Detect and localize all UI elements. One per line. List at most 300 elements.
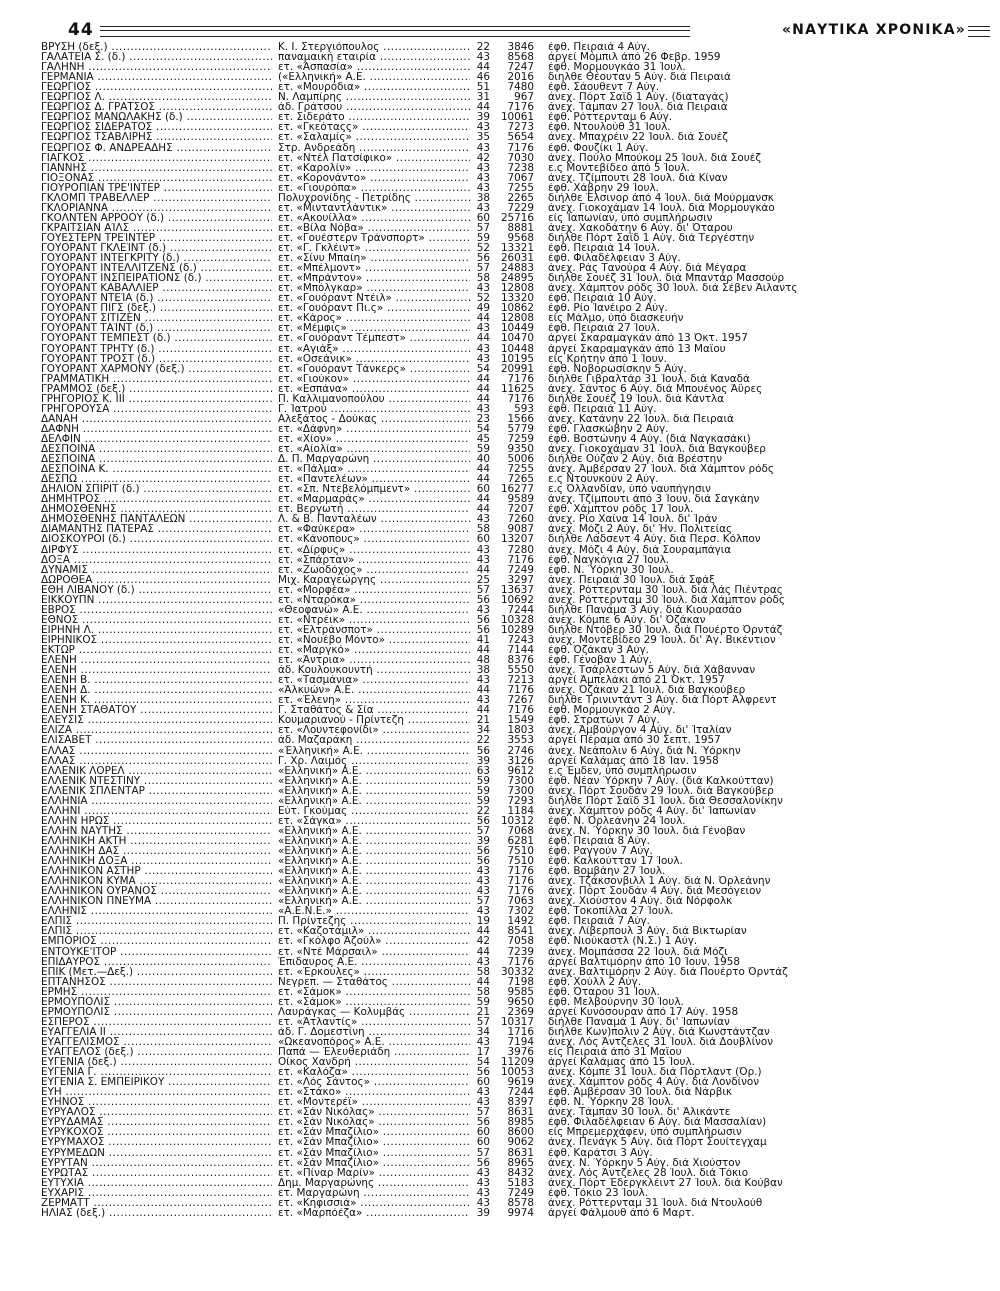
position-status: άργεί Κυνόσουραν άπό 17 Αύγ. 1958 (548, 1006, 739, 1018)
table-row (0, 595, 1000, 606)
ship-name: ΔΑΝΑΗ ..... (41, 414, 272, 425)
capacity-value: 34 (476, 725, 490, 737)
ship-name: ΕΛΛΗΝΙΚΟΝ ΑΣΤΗΡ ..... (41, 866, 272, 877)
ship-name: ΕΒΡΟΣ ..... (41, 605, 272, 616)
position-status: έφθ. Καράτσι 3 Αύγ. (548, 1147, 653, 1159)
tonnage-value: 2369 (507, 1006, 534, 1018)
tonnage-value: 7176 (507, 373, 534, 385)
tonnage-value: 7243 (507, 635, 534, 646)
capacity-value: 25 (476, 574, 490, 586)
table-row (0, 143, 1000, 154)
tonnage-value: 9974 (507, 1207, 534, 1219)
tonnage-value: 7480 (507, 82, 534, 94)
ship-name: ΕΥΑΓΓΕΛΟΣ (δεξ.) ..... (41, 1047, 272, 1058)
tonnage-value: 30332 (500, 966, 534, 978)
capacity-value: 41 (476, 635, 490, 646)
ship-name: ΕΛΕΝΗ ..... (41, 665, 272, 676)
position-status: έφθ. Μορμουγκάο 2 Αύγ. (548, 705, 676, 717)
capacity-value: 43 (476, 695, 490, 707)
capacity-value: 44 (476, 62, 490, 73)
position-status: είς Μάλμο, ύπό διασκευήν (548, 313, 684, 325)
position-status: έφθ. Χάβρην 29 Ίουλ. (548, 182, 659, 194)
ship-name: ΕΠΙΔΑΥΡΟΣ ..... (41, 957, 272, 968)
capacity-value: 44 (476, 393, 490, 405)
owner-name: ετ. «Αίολία» ..... (278, 444, 470, 455)
tonnage-value: 8631 (507, 1107, 534, 1119)
ship-name: ΕΣΠΕΡΟΣ ..... (41, 1017, 272, 1028)
owner-name: ετ. «Καρολίν» ..... (278, 163, 470, 174)
position-status: έφθ. Όταρου 31 Ίουλ. (548, 986, 660, 998)
capacity-value: 52 (476, 293, 490, 305)
capacity-value: 21 (476, 1006, 490, 1018)
ship-name: ΕΘΝΟΣ ..... (41, 615, 272, 626)
tonnage-value: 2265 (507, 192, 534, 204)
position-status: άνεχ. Όζάκαν 21 Ίουλ. διά Βαγκούβερ (548, 685, 746, 697)
ship-name: ΓΟΥΟΡΑΝΤ ΚΑΒΑΛΛΙΕΡ ..... (41, 283, 272, 294)
tonnage-value: 9589 (507, 494, 534, 506)
publication-title: «ΝΑΥΤΙΚΑ ΧΡΟΝΙΚΑ» (781, 22, 966, 38)
table-row (0, 374, 1000, 385)
ship-name: ΕΛΠΙΣ ..... (41, 916, 272, 927)
ship-name: ΕΛΛΗΝΙΚΗ ΔΑΣ ..... (41, 846, 272, 857)
tonnage-value: 11625 (500, 383, 534, 395)
position-status: διήλθε Έλσινορ άπό 4 Ίουλ. διά Μούρμανσκ (548, 192, 774, 204)
ship-name: ΕΥΡΩΤΑΣ ..... (41, 1168, 272, 1179)
ship-name: ΕΛΛΗΝΙΚΟΝ ΟΥΡΑΝΟΣ ..... (41, 886, 272, 897)
position-status: άνεχ. Λίβερπουλ 3 Αύγ. διά Βικτωρίαν (548, 926, 747, 938)
table-row (0, 585, 1000, 596)
ship-name: ΕΘΗ ΛΙΒΑΝΟΥ (δ.) ..... (41, 585, 272, 596)
table-row (0, 816, 1000, 827)
ship-name: ΕΚΤΩΡ ..... (41, 645, 272, 656)
table-row (0, 203, 1000, 214)
tonnage-value: 20991 (500, 363, 534, 375)
owner-name: Εύτ. Γκούμας ..... (278, 806, 470, 817)
owner-name: Κουμαριανού - Πρίντεζη ..... (278, 715, 470, 726)
tonnage-value: 10328 (500, 614, 534, 626)
owner-name: ετ. «Μπέλμοντ» ..... (278, 263, 470, 274)
owner-name: ετ. «Μπόλγκαρ» ..... (278, 283, 470, 294)
position-status: διήλθε Παναμά 1 Αύγ. δι' Ίαπωνίαν (548, 1016, 730, 1028)
position-status: έφθ. Πειραιά 10 Αύγ. (548, 293, 657, 305)
tonnage-value: 8397 (507, 1097, 534, 1109)
ship-name: ΕΛΛΑΣ ..... (41, 746, 272, 757)
owner-name: ετ. Βεργωτή ..... (278, 504, 470, 515)
ship-name: ΕΠΤΑΝΗΣΟΣ ..... (41, 977, 272, 988)
owner-name: Π. Καλλιμανοπούλου ..... (278, 394, 470, 405)
tonnage-value: 9087 (507, 524, 534, 536)
capacity-value: 43 (476, 343, 490, 355)
position-status: άνεχ. Μόζι 4 Αύγ. διά Σουραμπάγια (548, 544, 732, 556)
capacity-value: 57 (476, 584, 490, 596)
capacity-value: 56 (476, 253, 490, 264)
owner-name: ετ. «Γιούκον» ..... (278, 374, 470, 385)
table-row (0, 1148, 1000, 1159)
tonnage-value: 9585 (507, 986, 534, 998)
owner-name: ετ. «Γουόραντ Τάνκερς» ..... (278, 364, 470, 375)
position-status: έφθ. Μορμουγκάο 31 Ίουλ. (548, 62, 686, 73)
position-status: άνεχ. Ν. Ύόρκην 30 Ίουλ. διά Γένοβαν (548, 826, 746, 837)
table-row (0, 1198, 1000, 1209)
tonnage-value: 10312 (500, 815, 534, 827)
capacity-value: 54 (476, 424, 490, 435)
position-status: έφθ. Ν. Όρλεάνην 24 Ίουλ. (548, 815, 686, 827)
position-status: άνεχ. Πενάγκ 5 Αύγ. διά Πόρτ Σουίτεγχαμ (548, 1137, 767, 1149)
ship-name: ΓΡΑΜΜΟΣ (δεξ.) ..... (41, 384, 272, 395)
position-status: άργεί Σκαραμαγκάν άπό 13 Μαΐου (548, 343, 726, 355)
tonnage-value: 7030 (507, 152, 534, 164)
table-row (0, 213, 1000, 224)
owner-name: ετ. «Έλενη» ..... (278, 695, 470, 706)
capacity-value: 44 (476, 102, 490, 114)
tonnage-value: 7063 (507, 896, 534, 908)
owner-name: Πολυχρονίδης - Πετρίδης ..... (278, 193, 470, 204)
position-status: άργεί Βαλτιμόρην άπό 10 Ίουν. 1958 (548, 956, 740, 968)
owner-name: ετ. «Σπάρταν» ..... (278, 555, 470, 566)
position-status: άνεχ. Κόμπε 6 Αύγ. δι' Όζάκαν (548, 614, 706, 626)
owner-name: ετ. «Σάν Μπαζίλιο» ..... (278, 1138, 470, 1149)
owner-name: παναμαική εταιρία ..... (278, 52, 470, 63)
capacity-value: 59 (476, 795, 490, 807)
position-status: άνεχ. Μομπάσσα 22 Ίουλ. διά Μόζι (548, 946, 728, 958)
position-status: άνεχ. Χακοδάτην 6 Αύγ. δι' Όταρου (548, 223, 733, 234)
owner-name: άδ. Γ. Δομεστίνη ..... (278, 1027, 470, 1038)
position-status: άνεχ. Χάμπτον ρόδς 4 Αύγ. δι' Ίαπωνίαν (548, 805, 756, 817)
position-status: έφθ. Ρίο Ίανέιρο 2 Αύγ. (548, 303, 668, 315)
capacity-value: 43 (476, 172, 490, 184)
tonnage-value: 7176 (507, 876, 534, 888)
tonnage-value: 7259 (507, 434, 534, 445)
ship-name: ΕΥΡΥΜΑΧΟΣ ..... (41, 1138, 272, 1149)
owner-name: ετ. «Παντελέων» ..... (278, 474, 470, 485)
tonnage-value: 7249 (507, 564, 534, 576)
table-row (0, 575, 1000, 586)
tonnage-value: 7302 (507, 906, 534, 918)
position-status: έφθ. Ναγκόγια 27 Ίουλ. (548, 554, 670, 566)
table-row (0, 1017, 1000, 1028)
tonnage-value: 7229 (507, 202, 534, 214)
capacity-value: 56 (476, 1117, 490, 1129)
capacity-value: 42 (476, 936, 490, 948)
ship-name: ΓΚΛΟΡΙΑΝΝΑ ..... (41, 203, 272, 214)
tonnage-value: 7176 (507, 705, 534, 717)
table-row (0, 1188, 1000, 1199)
capacity-value: 43 (476, 876, 490, 888)
position-status: έφθ. Ντουλούθ 31 Ίουλ. (548, 122, 671, 134)
owner-name: ετ. «Άντρια» ..... (278, 655, 470, 666)
owner-name: «Ελληνική» Α.Ε. ..... (278, 896, 470, 907)
ship-name: ΗΛΙΑΣ (δεξ.) ..... (41, 1208, 272, 1219)
ship-name: ΕΥΡΥΑΛΟΣ ..... (41, 1107, 272, 1118)
ship-name: ΕΡΜΟΥΠΟΛΙΣ ..... (41, 997, 272, 1008)
capacity-value: 63 (476, 765, 490, 777)
owner-name: Στρ. Ανδρεάδη ..... (278, 143, 470, 154)
ship-name: ΕΥΤΥΧΙΑ ..... (41, 1178, 272, 1189)
owner-name: ετ. «Κάνοπους» ..... (278, 535, 470, 546)
capacity-value: 22 (476, 735, 490, 747)
capacity-value: 17 (476, 1047, 490, 1058)
tonnage-value: 9350 (507, 444, 534, 455)
position-status: άνεχ. Γιοκοχάμαν 31 Ίουλ. διά Βαγκούβερ (548, 444, 766, 455)
owner-name: («Ελληνική» Α.Ε. ..... (278, 72, 470, 83)
capacity-value: 44 (476, 645, 490, 656)
ship-name: ΕΥΡΥΜΕΔΩΝ ..... (41, 1148, 272, 1159)
table-row (0, 354, 1000, 365)
tonnage-value: 7176 (507, 886, 534, 898)
owner-name: «Ελληνική» Α.Ε. ..... (278, 856, 470, 867)
owner-name: «Ελληνική» Α.Ε. ..... (278, 766, 470, 777)
capacity-value: 39 (476, 755, 490, 767)
ship-name: ΕΥΡΥΚΟΧΟΣ ..... (41, 1128, 272, 1139)
position-status: άργεί Φάλμουθ άπό 6 Μαρτ. (548, 1207, 695, 1219)
position-status: έφθ. Φιλαδέλφειαν 6 Αύγ. διά Μασσαλίαν) (548, 1117, 767, 1129)
position-status: άνεχ. Ρίο Χαίνα 14 Ίουλ. δι' Ίράν (548, 514, 718, 526)
ship-name: ΕΛΛΕΝΙΚ ΛΟΡΕΛ ..... (41, 766, 272, 777)
owner-name: ετ. «Ζωοδόχος» ..... (278, 565, 470, 576)
owner-name: ετ. «Έρκουλες» ..... (278, 967, 470, 978)
position-status: διήλθε Τρινιντάντ 3 Αύγ. διά Πόρτ Άλφρεντ (548, 695, 777, 707)
ship-name: ΔΙΑΜΑΝΤΗΣ ΠΑΤΕΡΑΣ ..... (41, 525, 272, 536)
capacity-value: 56 (476, 745, 490, 757)
owner-name: ετ. «Χίον» ..... (278, 434, 470, 445)
ship-name: ΓΕΩΡΓΙΟΣ ΤΣΑΒΛΙΡΗΣ ..... (41, 133, 272, 144)
table-row (0, 746, 1000, 757)
capacity-value: 43 (476, 122, 490, 134)
table-row (0, 615, 1000, 626)
capacity-value: 44 (476, 494, 490, 506)
owner-name: Παπά — Έλευθεριάδη ..... (278, 1047, 470, 1058)
tonnage-value: 8631 (507, 1147, 534, 1159)
capacity-value: 56 (476, 625, 490, 636)
table-row (0, 384, 1000, 395)
ship-name: ΕΥΓΕΝΙΑ (δεξ.) ..... (41, 1057, 272, 1068)
owner-name: ετ. «Σάμοκ» ..... (278, 987, 470, 998)
tonnage-value: 3553 (507, 735, 534, 747)
position-status: άνεχ. Ρόττερνταμ 31 Ίουλ. διά Ντουλούθ (548, 1197, 763, 1209)
tonnage-value: 26031 (500, 253, 534, 264)
ship-name: ΔΗΛΙΟΝ ΣΠΙΡΙΤ (δ.) ..... (41, 484, 272, 495)
capacity-value: 57 (476, 1016, 490, 1028)
owner-name: ετ. «Ντρέικ» ..... (278, 615, 470, 626)
ship-name: ΕΥΗ ..... (41, 1087, 272, 1098)
ship-name: ΔΙΡΦΥΣ ..... (41, 545, 272, 556)
tonnage-value: 7244 (507, 604, 534, 616)
capacity-value: 56 (476, 594, 490, 606)
capacity-value: 43 (476, 202, 490, 214)
owner-name: Δημ. Μαργαρώνης ..... (278, 1178, 470, 1189)
position-status: έφθ. Ν. Ύόρκην 28 Ίουλ. (548, 1097, 674, 1109)
position-status: άνεχ. Τσάρλεστων 5 Αύγ. διά Χάβανναν (548, 665, 756, 676)
position-status: άνεχ. Γιοκοχάμαν 14 Ίουλ. διά Μορμουγκάο (548, 202, 775, 214)
owner-name: ετ. «Σαλαμίς» ..... (278, 133, 470, 144)
tonnage-value: 7058 (507, 936, 534, 948)
capacity-value: 43 (476, 1187, 490, 1199)
ship-name: ΓΕΩΡΓΙΟΣ ΣΙΔΕΡΑΤΟΣ ..... (41, 123, 272, 134)
tonnage-value: 8881 (507, 223, 534, 234)
tonnage-value: 12808 (500, 283, 534, 295)
owner-name: ετ. «Ντέλ Πατσίφικο» ..... (278, 153, 470, 164)
owner-name: ετ. «Σάν Μπαζίλιο» ..... (278, 1158, 470, 1169)
position-status: άργεί Άμπελάκι άπό 21 Όκτ. 1957 (548, 675, 725, 687)
position-status: άνεχ. Άμβούργον 4 Αύγ. δι' Ίταλίαν (548, 725, 732, 737)
position-status: ε.ς Ντουνκούν 2 Αύγ. (548, 474, 659, 486)
ship-name: ΓΚΛΟΜΠ ΤΡΑΒΕΛΛΕΡ ..... (41, 193, 272, 204)
ship-name: ΕΥΓΕΝΙΑ Σ. ΕΜΠΕΙΡΙΚΟΥ ..... (41, 1077, 272, 1088)
position-status: άνεχ. Πόρτ Έδεργκλέιντ 27 Ίουλ. διά Κούβαν (548, 1177, 783, 1189)
owner-name: ετ. «Άσπασία» ..... (278, 62, 470, 73)
capacity-value: 52 (476, 243, 490, 254)
ship-name: ΕΙΚΚΟΥΠΝ ..... (41, 595, 272, 606)
position-status: άνεχ. Άμβέρσαν 27 Ίουλ. διά Χάμπτον ρόδς (548, 464, 774, 475)
position-status: έφθ. Πειραιά 8 Αύγ. (548, 836, 650, 847)
owner-name: ετ. «Δίρφυς» ..... (278, 545, 470, 556)
ship-name: ΕΛΛΗΝ ΗΡΩΣ ..... (41, 816, 272, 827)
position-status: άνεχ. Νεάπολιν 6 Αύγ. διά Ν. Ύόρκην (548, 745, 741, 757)
owner-name: ετ. «Μαρμαράς» ..... (278, 494, 470, 505)
owner-name: ετ. «Μαρπόέζα» ..... (278, 1208, 470, 1219)
ship-name: ΓΕΡΜΑΝΙΑ ..... (41, 72, 272, 83)
tonnage-value: 9062 (507, 1137, 534, 1149)
ship-name: ΔΕΣΠΟΙΝΑ Κ. ..... (41, 464, 272, 475)
owner-name: Γ. Ίατρού ..... (278, 404, 470, 415)
owner-name: ετ. «Μορφέα» ..... (278, 585, 470, 596)
table-row (0, 193, 1000, 204)
position-status: άνεχ. Ρόττερνταμ 30 Ίουλ. διά Χάμπτον ρόδς (548, 594, 785, 606)
ship-name: ΓΟΥΟΡΑΝΤ ΤΕΜΠΕΣΤ (δ.) ..... (41, 334, 272, 345)
capacity-value: 39 (476, 836, 490, 847)
ship-name: ΕΛΛΗΝΙΑ ..... (41, 796, 272, 807)
table-row (0, 535, 1000, 546)
position-status: έφθ. Νοβορωσίσκην 5 Αύγ. (548, 363, 687, 375)
tonnage-value: 7198 (507, 976, 534, 988)
tonnage-value: 7267 (507, 695, 534, 707)
position-status: άνεχ. Ν. Ύόρκην 5 Αύγ. διά Χιούστον (548, 1157, 741, 1169)
capacity-value: 43 (476, 1167, 490, 1179)
table-row (0, 173, 1000, 184)
ship-name: ΕΛΕΝΗ ..... (41, 655, 272, 666)
table-row (0, 545, 1000, 556)
position-status: ε.ς Μοντεβίδεο άπό 5 Ίουλ. (548, 162, 690, 174)
capacity-value: 48 (476, 655, 490, 666)
capacity-value: 59 (476, 785, 490, 797)
position-status: έφθ. Γλασκώβην 2 Αύγ. (548, 424, 669, 435)
capacity-value: 43 (476, 353, 490, 365)
ship-name: ΕΥΗΝΟΣ ..... (41, 1097, 272, 1108)
table-row (0, 163, 1000, 174)
position-status: έφθ. Φουζίκι 1 Αύγ. (548, 142, 649, 154)
owner-name: Γ. Σταθάτος & Σία ..... (278, 705, 470, 716)
capacity-value: 57 (476, 1147, 490, 1159)
table-row (0, 414, 1000, 425)
ship-name: ΕΥΑΓΓΕΛΙΣΜΟΣ ..... (41, 1037, 272, 1048)
position-status: άργεί Καλάμας άπό 18 Ίαν. 1958 (548, 755, 719, 767)
ship-name: ΕΛΛΑΣ ..... (41, 756, 272, 767)
capacity-value: 43 (476, 1197, 490, 1209)
ship-name: ΕΙΡΗΝΙΚΟΣ ..... (41, 635, 272, 646)
ship-name: ΓΑΛΗΝΗ ..... (41, 62, 272, 73)
capacity-value: 43 (476, 1097, 490, 1109)
tonnage-value: 8432 (507, 1167, 534, 1179)
ship-name: ΓΟΥΟΡΑΝΤ ΤΡΗΤΥ (δ.) ..... (41, 344, 272, 355)
position-status: έφθ. Πειραιά 27 Ίουλ. (548, 323, 661, 335)
tonnage-value: 12808 (500, 313, 534, 325)
table-row (0, 404, 1000, 415)
capacity-value: 43 (476, 906, 490, 918)
ship-name: ΓΡΗΓΟΡΙΟΣ Κ. ΙΙΙ ..... (41, 394, 272, 405)
ship-name: ΕΛΠΙΣ ..... (41, 927, 272, 938)
ship-name: ΕΜΠΟΡΙΟΣ ..... (41, 937, 272, 948)
capacity-value: 43 (476, 1037, 490, 1048)
owner-name: «Ελληνική» Α.Ε. ..... (278, 796, 470, 807)
ship-name: ΔΗΜΟΣΘΕΝΗΣ ..... (41, 504, 272, 515)
tonnage-value: 16277 (500, 484, 534, 496)
capacity-value: 60 (476, 484, 490, 496)
table-row (0, 394, 1000, 405)
tonnage-value: 8600 (507, 1127, 534, 1139)
owner-name: άδ. Γράτσου ..... (278, 102, 470, 113)
owner-name: ετ. «Νταρόκα» ..... (278, 595, 470, 606)
owner-name: Ν. Λαμπίρης ..... (278, 92, 470, 103)
owner-name: ετ. «Σπ. Ντεβελόμπμεντ» ..... (278, 484, 470, 495)
owner-name: ετ. «Σάν Νικόλας» ..... (278, 1107, 470, 1118)
ship-name: ΓΚΡΑΙΤΣΙΑΝ ΑΊΛΣ ..... (41, 223, 272, 234)
owner-name: ετ. «Λός Σάντος» ..... (278, 1077, 470, 1088)
ship-name: ΓΟΥΟΡΑΝΤ ΝΤΕΊΑ (δ.) ..... (41, 293, 272, 304)
table-row (0, 344, 1000, 355)
ship-name: ΔΑΦΝΗ ..... (41, 424, 272, 435)
capacity-value: 38 (476, 192, 490, 204)
ship-name: ΓΟΥΟΡΑΝΤ ΧΑΡΜΟΝΥ (δεξ.) ..... (41, 364, 272, 375)
ship-name: ΕΝΤΟΥΚΕ'ΙΤΟΡ ..... (41, 947, 272, 958)
position-status: έφθ. Πειραιά 11 Αύγ. (548, 403, 657, 415)
position-status: άνεχ. Πειραιά 30 Ίουλ. διά Σφάξ (548, 574, 715, 586)
capacity-value: 60 (476, 1137, 490, 1149)
tonnage-value: 7280 (507, 544, 534, 556)
header-rule-right (968, 26, 990, 37)
table-row (0, 555, 1000, 566)
ship-name: ΔΕΛΦΙΝ ..... (41, 434, 272, 445)
capacity-value: 44 (476, 926, 490, 938)
position-status: διήλθε Ούζαν 2 Αύγ. διά Βρέστην (548, 454, 723, 465)
ship-name: ΕΛΙΖΑ ..... (41, 726, 272, 737)
capacity-value: 57 (476, 223, 490, 234)
owner-name: ετ. «Γκεόταςς» ..... (278, 123, 470, 134)
table-row (0, 937, 1000, 948)
tonnage-value: 24883 (500, 263, 534, 274)
ship-name: ΕΛΛΗΝΙ ..... (41, 806, 272, 817)
ship-name: ΓΟΥΟΡΑΝΤ ΙΝΤΕΓΚΡΙΤΥ (δ.) ..... (41, 253, 272, 264)
table-row (0, 796, 1000, 807)
capacity-value: 56 (476, 1067, 490, 1078)
position-status: είς Ίαπωνίαν, ύπό συμπλήρωσιν (548, 212, 713, 224)
capacity-value: 49 (476, 303, 490, 315)
owner-name: ετ. «Γουέστερν Τράνσπορτ» ..... (278, 233, 470, 244)
position-status: άνεχ. Πόρτ Σουδάν 4 Αύγ. διά Μεσόγειον (548, 886, 762, 898)
table-row (0, 153, 1000, 164)
table-row (0, 605, 1000, 616)
capacity-value: 46 (476, 72, 490, 84)
tonnage-value: 7176 (507, 554, 534, 566)
capacity-value: 56 (476, 815, 490, 827)
capacity-value: 43 (476, 675, 490, 687)
capacity-value: 43 (476, 554, 490, 566)
ship-name: ΕΥΡΥΔΑΜΑΣ ..... (41, 1117, 272, 1128)
ship-name: ΓΟΥΟΡΑΝΤ ΤΡΟΣΤ (δ.) ..... (41, 354, 272, 365)
ship-name: ΓΙΟΥΡΟΠΙΑΝ ΤΡΕ'ΙΝΤΕΡ ..... (41, 183, 272, 194)
ship-name: ΔΗΜΟΣΘΕΝΗΣ ΠΑΝΤΑΛΕΩΝ ..... (41, 514, 272, 525)
tonnage-value: 7300 (507, 785, 534, 797)
owner-name: ετ. «Οσεάνικ» ..... (278, 354, 470, 365)
